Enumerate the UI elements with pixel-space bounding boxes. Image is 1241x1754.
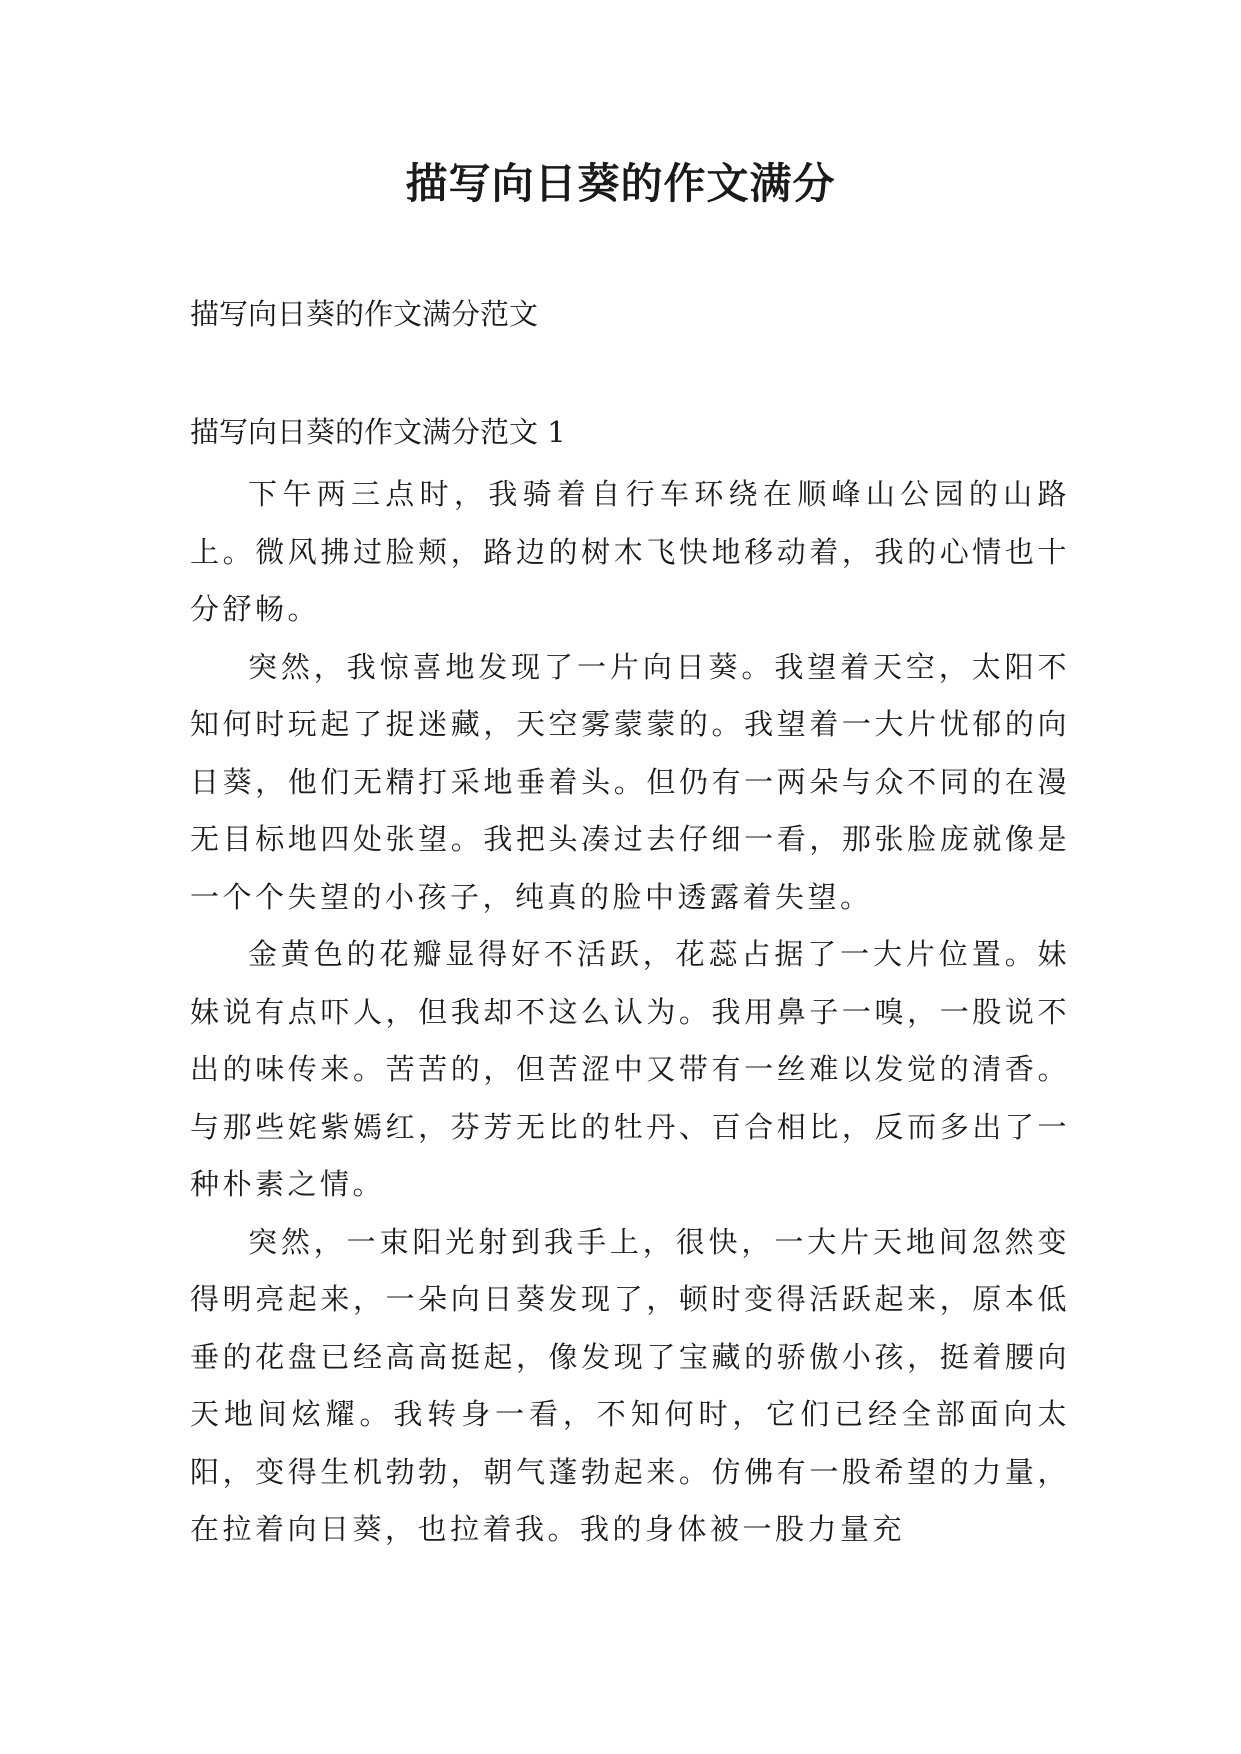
section-heading: 描写向日葵的作文满分范文 1 <box>190 415 566 449</box>
paragraph-3: 金黄色的花瓣显得好不活跃，花蕊占据了一大片位置。妹妹说有点吓人，但我却不这么认为。我用鼻子一嗅，一股说不出的味传来。苦苦的，但苦涩中又带有一丝难以发觉的清香。与那些姹紫嫣红，芬芳无比的牡丹、百合相比，反而多出了一种朴素之情。 <box>190 937 1070 1201</box>
paragraph-1: 下午两三点时，我骑着自行车环绕在顺峰山公园的山路上。微风拂过脸颊，路边的树木飞快地移动着，我的心情也十分舒畅。 <box>190 477 1070 626</box>
paragraph-4: 突然，一束阳光射到我手上，很快，一大片天地间忽然变得明亮起来，一朵向日葵发现了，顿时变得活跃起来，原本低垂的花盘已经高高挺起，像发现了宝藏的骄傲小孩，挺着腰向天地间炫耀。我转身一看，不知何时，它们已经全部面向太阳，变得生机勃勃，朝气蓬勃起来。仿佛有一股希望的力量，在拉着向日葵，也拉着我。我的身体被一股力量充 <box>190 1224 1070 1546</box>
essay-body <box>190 466 1070 1559</box>
document-title: 描写向日葵的作文满分 <box>405 159 836 208</box>
paragraph-2: 突然，我惊喜地发现了一片向日葵。我望着天空，太阳不知何时玩起了捉迷藏，天空雾蒙蒙的。我望着一大片忧郁的向日葵，他们无精打采地垂着头。但仍有一两朵与众不同的在漫无目标地四处张望。我把头凑过去仔细一看，那张脸庞就像是一个个失望的小孩子，纯真的脸中透露着失望。 <box>190 649 1070 914</box>
document-subtitle: 描写向日葵的作文满分范文 <box>190 297 539 331</box>
